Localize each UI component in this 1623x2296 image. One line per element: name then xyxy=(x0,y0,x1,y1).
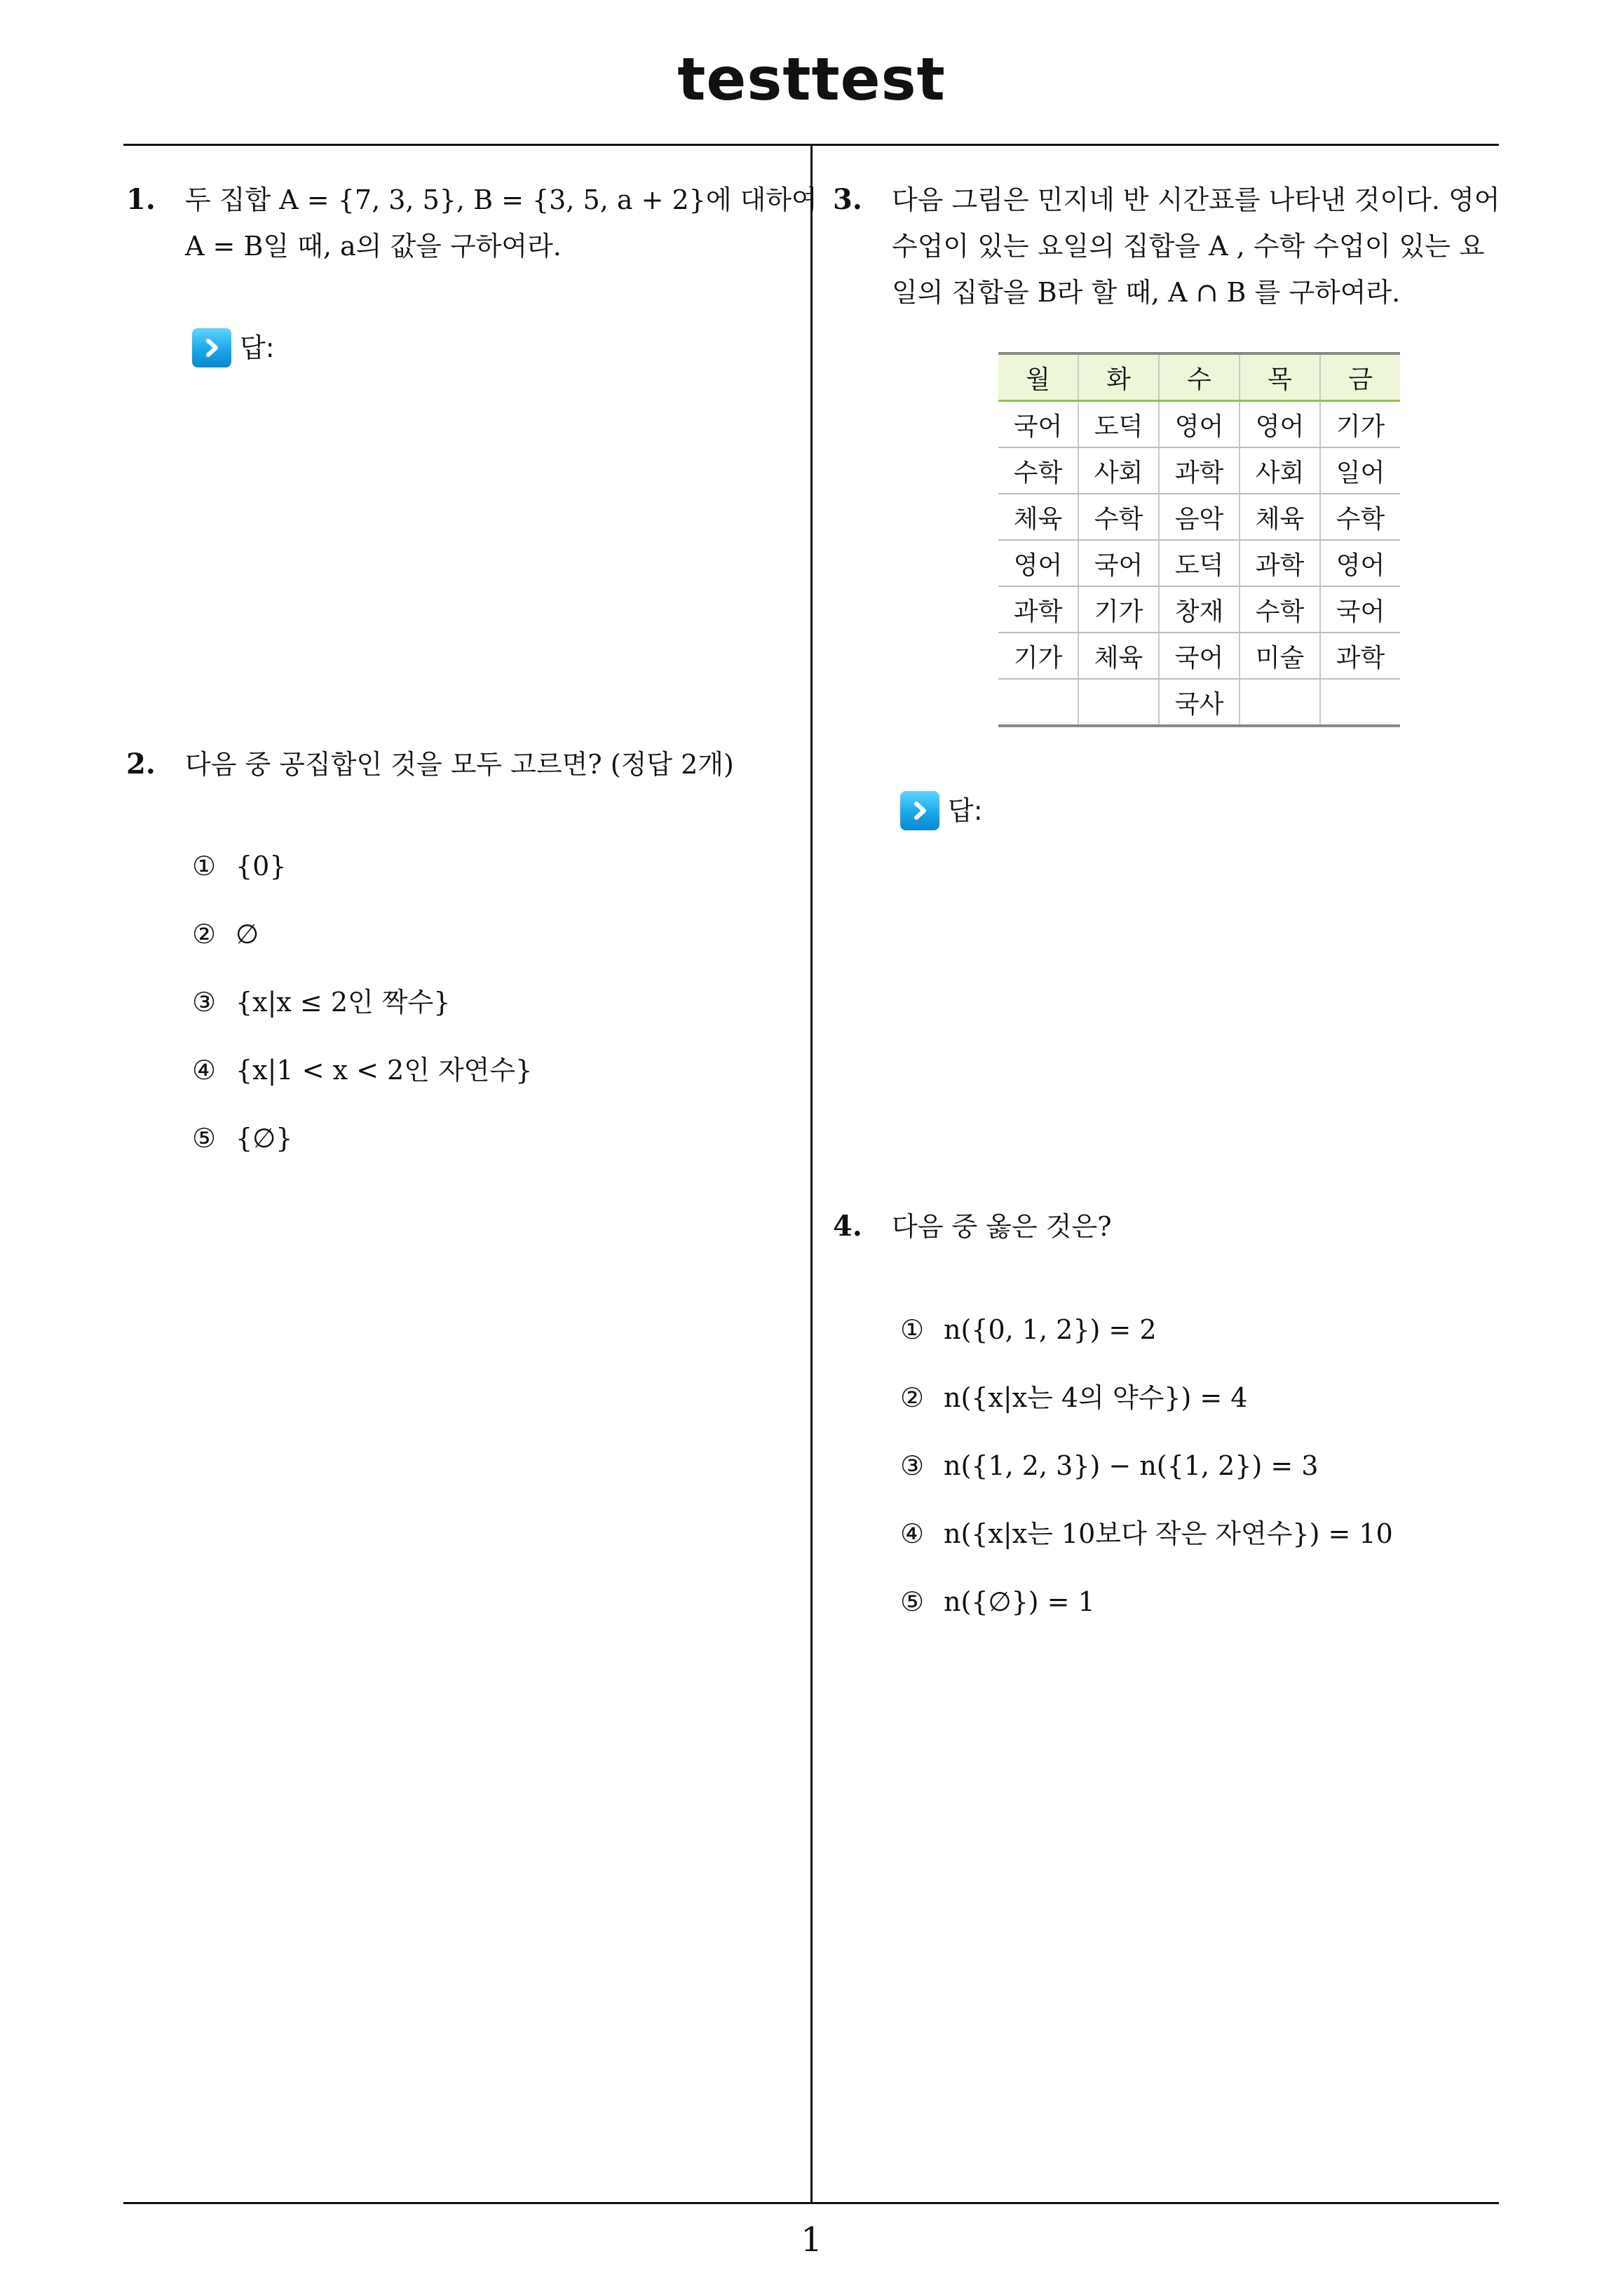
question-number: 4. xyxy=(833,1210,862,1243)
question-line: 다음 그림은 민지네 반 시간표를 나타낸 것이다. 영어 xyxy=(892,184,1500,215)
table-cell: 미술 xyxy=(1240,633,1320,679)
choice-list-2 xyxy=(192,845,532,1185)
table-cell xyxy=(998,679,1078,726)
choice-option[interactable] xyxy=(192,913,532,981)
table-cell: 수학 xyxy=(1078,494,1159,540)
table-cell: 체육 xyxy=(1078,633,1159,679)
question-number: 3. xyxy=(833,183,862,216)
question-number: 1. xyxy=(126,183,156,216)
table-cell: 국어 xyxy=(1320,586,1400,633)
table-cell: 체육 xyxy=(998,494,1078,540)
chevron-right-icon xyxy=(192,328,231,367)
choice-mark: ② xyxy=(900,1382,925,1413)
table-header-cell: 수 xyxy=(1159,353,1240,401)
table-cell: 일어 xyxy=(1320,447,1400,494)
table-cell: 과학 xyxy=(1320,633,1400,679)
choice-text: n({∅}) = 1 xyxy=(944,1586,1095,1617)
question-line: A = B일 때, a의 값을 구하여라. xyxy=(185,231,562,262)
choice-text: n({x|x는 4의 약수}) = 4 xyxy=(944,1382,1248,1413)
table-cell: 수학 xyxy=(1240,586,1320,633)
choice-option[interactable] xyxy=(900,1581,1393,1649)
table-cell: 수학 xyxy=(998,447,1078,494)
table-cell: 국사 xyxy=(1159,679,1240,726)
table-cell: 기가 xyxy=(1320,401,1400,448)
table-row xyxy=(998,679,1400,726)
table-cell: 기가 xyxy=(1078,586,1159,633)
answer-field-1[interactable] xyxy=(192,328,275,367)
answer-label: 답: xyxy=(240,332,275,363)
choice-mark: ② xyxy=(192,919,217,950)
table-cell: 기가 xyxy=(998,633,1078,679)
footer-rule xyxy=(123,2202,1499,2204)
table-header-cell: 금 xyxy=(1320,353,1400,401)
question-text xyxy=(892,177,1500,316)
table-cell xyxy=(1240,679,1320,726)
choice-text: ∅ xyxy=(236,919,259,950)
timetable xyxy=(998,352,1400,727)
choice-option[interactable] xyxy=(192,845,532,913)
column-divider xyxy=(810,146,813,2202)
choice-mark: ③ xyxy=(192,987,217,1018)
choice-mark: ⑤ xyxy=(192,1123,217,1154)
table-header-cell: 월 xyxy=(998,353,1078,401)
answer-label: 답: xyxy=(948,795,983,826)
choice-option[interactable] xyxy=(192,1117,532,1185)
question-line: 다음 중 옳은 것은? xyxy=(892,1211,1112,1242)
choice-mark: ④ xyxy=(192,1055,217,1086)
choice-mark: ⑤ xyxy=(900,1586,925,1617)
question-line: 다음 중 공집합인 것을 모두 고르면? (정답 2개) xyxy=(185,749,734,780)
chevron-right-icon xyxy=(900,791,939,830)
choice-text: n({0, 1, 2}) = 2 xyxy=(944,1314,1157,1345)
choice-option[interactable] xyxy=(900,1377,1393,1445)
choice-option[interactable] xyxy=(900,1445,1393,1513)
page-number: 1 xyxy=(801,2220,822,2260)
table-cell: 사회 xyxy=(1240,447,1320,494)
choice-text: n({x|x는 10보다 작은 자연수}) = 10 xyxy=(944,1518,1393,1549)
table-cell: 도덕 xyxy=(1159,540,1240,586)
question-text xyxy=(185,741,734,788)
table-cell: 영어 xyxy=(1159,401,1240,448)
choice-text: {∅} xyxy=(236,1123,293,1154)
choice-option[interactable] xyxy=(900,1309,1393,1377)
question-text xyxy=(892,1203,1112,1250)
table-cell: 수학 xyxy=(1320,494,1400,540)
table-cell xyxy=(1320,679,1400,726)
table-cell: 국어 xyxy=(998,401,1078,448)
choice-mark: ① xyxy=(900,1314,925,1345)
table-row xyxy=(998,494,1400,540)
table-row xyxy=(998,633,1400,679)
choice-mark: ③ xyxy=(900,1450,925,1481)
table-header-cell: 화 xyxy=(1078,353,1159,401)
choice-option[interactable] xyxy=(192,1049,532,1117)
table-cell: 체육 xyxy=(1240,494,1320,540)
question-line: 두 집합 A = {7, 3, 5}, B = {3, 5, a + 2}에 대하여 xyxy=(185,184,817,215)
table-cell: 과학 xyxy=(1159,447,1240,494)
table-cell: 창재 xyxy=(1159,586,1240,633)
table-cell: 국어 xyxy=(1159,633,1240,679)
page-title: testtest xyxy=(677,45,946,114)
question-text xyxy=(185,177,817,269)
table-cell: 과학 xyxy=(1240,540,1320,586)
question-number: 2. xyxy=(126,748,156,781)
table-cell: 도덕 xyxy=(1078,401,1159,448)
choice-text: {x|1 < x < 2인 자연수} xyxy=(236,1055,533,1086)
table-cell: 국어 xyxy=(1078,540,1159,586)
table-row xyxy=(998,540,1400,586)
choice-text: {x|x ≤ 2인 짝수} xyxy=(236,987,451,1018)
choice-mark: ④ xyxy=(900,1518,925,1549)
table-cell: 사회 xyxy=(1078,447,1159,494)
question-line: 일의 집합을 B라 할 때, A ∩ B 를 구하여라. xyxy=(892,277,1401,308)
table-cell: 과학 xyxy=(998,586,1078,633)
choice-list-4 xyxy=(900,1309,1393,1649)
answer-field-3[interactable] xyxy=(900,791,983,830)
table-row xyxy=(998,401,1400,448)
table-header-cell: 목 xyxy=(1240,353,1320,401)
table-row xyxy=(998,447,1400,494)
table-cell: 영어 xyxy=(998,540,1078,586)
question-line: 수업이 있는 요일의 집합을 A , 수학 수업이 있는 요 xyxy=(892,231,1485,262)
choice-mark: ① xyxy=(192,851,217,882)
choice-option[interactable] xyxy=(900,1513,1393,1581)
table-cell: 음악 xyxy=(1159,494,1240,540)
table-row xyxy=(998,586,1400,633)
table-header-row xyxy=(998,353,1400,401)
choice-option[interactable] xyxy=(192,981,532,1049)
table-cell xyxy=(1078,679,1159,726)
choice-text: {0} xyxy=(236,851,287,882)
table-cell: 영어 xyxy=(1320,540,1400,586)
table-cell: 영어 xyxy=(1240,401,1320,448)
choice-text: n({1, 2, 3}) − n({1, 2}) = 3 xyxy=(944,1450,1319,1481)
